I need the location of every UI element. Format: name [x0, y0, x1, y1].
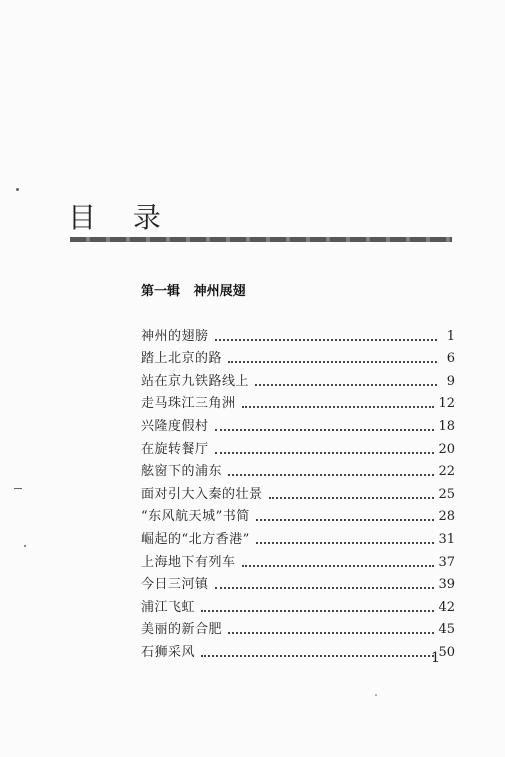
- title-divider: [70, 237, 452, 242]
- toc-entry-page: 39: [438, 577, 455, 593]
- dot-leader: [242, 565, 435, 567]
- scan-speck: [14, 488, 22, 489]
- toc-entry[interactable]: [141, 593, 455, 616]
- toc-entry[interactable]: [141, 345, 455, 368]
- dot-leader: [215, 452, 435, 454]
- toc-entry-page: 20: [438, 441, 455, 457]
- dot-leader: [228, 361, 437, 363]
- section-heading: 第一辑 神州展翅: [141, 284, 246, 299]
- toc-entry-page: 28: [438, 509, 455, 525]
- scan-speck: [24, 545, 26, 547]
- toc-entry-title: 今日三河镇: [141, 577, 209, 593]
- toc-entry[interactable]: [141, 638, 455, 661]
- table-of-contents: [141, 322, 455, 661]
- toc-entry[interactable]: [141, 458, 455, 481]
- dot-leader: [215, 339, 437, 341]
- toc-entry[interactable]: [141, 503, 455, 526]
- toc-entry[interactable]: [141, 480, 455, 503]
- toc-entry-page: 25: [438, 486, 455, 502]
- dot-leader: [228, 632, 434, 634]
- toc-entry-title: 在旋转餐厅: [141, 441, 209, 457]
- dot-leader: [269, 497, 435, 499]
- toc-entry-title: 面对引大入秦的壮景: [141, 486, 263, 502]
- toc-entry-title: 上海地下有列车: [141, 554, 236, 570]
- toc-entry-title: “东风航天城”书简: [141, 509, 250, 525]
- toc-entry-title: 舷窗下的浦东: [141, 464, 223, 480]
- dot-leader: [228, 474, 434, 476]
- toc-entry-title: 神州的翅膀: [141, 328, 209, 344]
- toc-entry[interactable]: [141, 571, 455, 594]
- dot-leader: [215, 429, 435, 431]
- toc-entry-page: 12: [438, 396, 455, 412]
- toc-entry-title: 浦江飞虹: [141, 599, 196, 615]
- toc-entry-title: 走马珠江三角洲: [141, 396, 236, 412]
- dot-leader: [255, 384, 437, 386]
- toc-entry-page: 50: [438, 644, 455, 660]
- page-number: 1: [431, 650, 440, 666]
- toc-entry-page: 42: [438, 599, 455, 615]
- toc-entry-title: 美丽的新合肥: [141, 622, 223, 638]
- toc-entry-page: 22: [438, 464, 455, 480]
- scan-speck: [375, 694, 377, 696]
- scan-speck: [16, 188, 19, 191]
- toc-entry-title: 兴隆度假村: [141, 418, 209, 434]
- toc-entry[interactable]: [141, 390, 455, 413]
- toc-entry-page: 31: [438, 531, 455, 547]
- toc-entry-page: 9: [446, 373, 455, 389]
- dot-leader: [201, 655, 434, 657]
- dot-leader: [242, 406, 435, 408]
- toc-entry-page: 1: [446, 328, 455, 344]
- toc-entry[interactable]: [141, 525, 455, 548]
- dot-leader: [201, 610, 434, 612]
- toc-entry-title: 石狮采风: [141, 644, 196, 660]
- toc-entry-page: 6: [446, 351, 455, 367]
- toc-entry-page: 37: [438, 554, 455, 570]
- dot-leader: [215, 587, 435, 589]
- toc-entry-page: 45: [438, 622, 455, 638]
- toc-entry-title: 踏上北京的路: [141, 351, 223, 367]
- dot-leader: [256, 519, 435, 521]
- toc-entry[interactable]: [141, 548, 455, 571]
- toc-entry-page: 18: [438, 418, 455, 434]
- toc-entry[interactable]: [141, 322, 455, 345]
- toc-entry[interactable]: [141, 367, 455, 390]
- toc-entry-title: 站在京九铁路线上: [141, 373, 250, 389]
- toc-entry[interactable]: [141, 435, 455, 458]
- dot-leader: [256, 542, 435, 544]
- toc-entry-title: 崛起的“北方香港”: [141, 531, 250, 547]
- toc-entry[interactable]: [141, 616, 455, 639]
- page-title: 目 录: [68, 201, 175, 234]
- toc-entry[interactable]: [141, 412, 455, 435]
